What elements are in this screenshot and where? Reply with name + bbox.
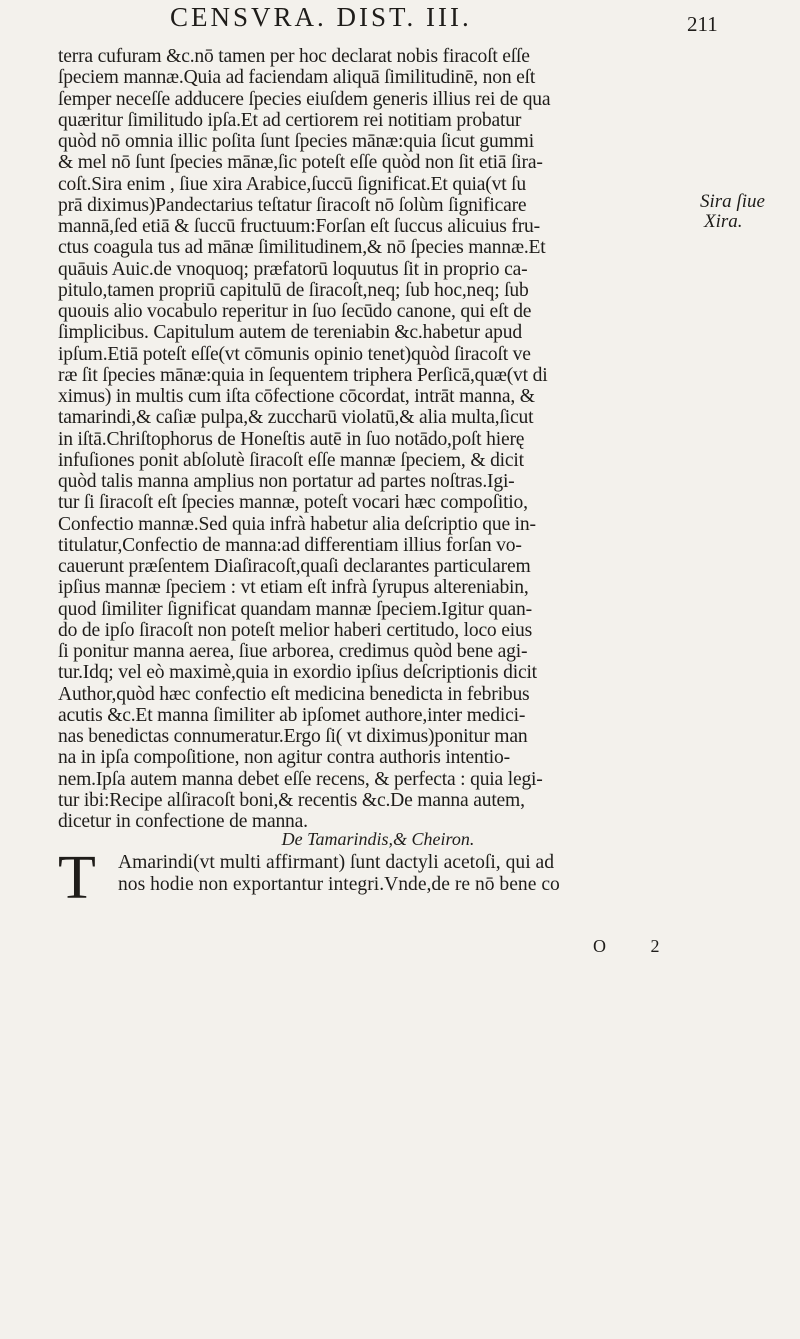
text-line: prā diximus)Pandectarius teſtatur ſiracoſt nō ſolùm ſignificare bbox=[58, 194, 527, 216]
signature-mark: O 2 bbox=[593, 936, 680, 956]
text-line: pitulo,tamen propriū capitulū de ſiracoſt,neq; ſub hoc,neq; ſub bbox=[58, 279, 529, 301]
text-line: ximus) in multis cum iſta cōfectione cōcordat, intrāt manna, & bbox=[58, 386, 535, 407]
text-line: infuſiones ponit abſolutè ſiracoſt eſſe mannæ ſpeciem, & dicit bbox=[58, 449, 524, 471]
section-heading: De Tamarindis,& Cheiron. bbox=[281, 829, 475, 849]
text-line: titulatur,Confectio de manna:ad differentiam illius forſan vo- bbox=[58, 534, 522, 556]
text-line: ſemper neceſſe adducere ſpecies eiuſdem generis illius rei de qua bbox=[58, 88, 551, 110]
page-number: 211 bbox=[687, 12, 718, 36]
text-line: ipſius mannæ ſpeciem : vt etiam eſt infrà ſyrupus altereniabin, bbox=[58, 577, 529, 599]
text-line: nas benedictas connumeratur.Ergo ſi( vt diximus)ponitur man bbox=[58, 726, 528, 747]
text-line: quòd nō omnia illic poſita ſunt ſpecies mānæ:quia ſicut gummi bbox=[58, 131, 534, 152]
text-line: tamarindi,& caſiæ pulpa,& zuccharū violatū,& alia multa,ſicut bbox=[58, 407, 534, 429]
text-line: cauerunt præſentem Diaſiracoſt,quaſi declarantes particularem bbox=[58, 556, 531, 577]
running-title: CENSVRA. DIST. III. bbox=[170, 2, 472, 32]
text-line: tur ibi:Recipe alſiracoſt boni,& recentis &c.De manna autem, bbox=[58, 789, 525, 811]
text-line: Confectio mannæ.Sed quia infrà habetur alia deſcriptio que in- bbox=[58, 513, 536, 535]
margin-note-xira: Xira. bbox=[704, 211, 743, 232]
text-line: quouis alio vocabulo reperitur in ſuo ſecūdo canone, qui eſt de bbox=[58, 301, 532, 322]
text-line: acutis &c.Et manna ſimiliter ab ipſomet authore,inter medici- bbox=[58, 704, 526, 726]
text-line: tur ſi ſiracoſt eſt ſpecies mannæ, poteſt vocari hæc compoſitio, bbox=[58, 492, 528, 514]
text-line: quāuis Auic.de vnoquoq; præfatorū loquutus ſit in proprio ca- bbox=[58, 258, 528, 280]
margin-note-sira: Sira ſiue bbox=[700, 191, 765, 212]
text-line: mannā,ſed etiā & ſuccū fructuum:Forſan eſt ſuccus alicuius fru- bbox=[58, 216, 540, 237]
drop-cap: T bbox=[58, 844, 96, 912]
text-line: ctus coagula tus ad mānæ ſimilitudinem,& nō ſpecies mannæ.Et bbox=[58, 237, 546, 259]
text-line: & mel nō ſunt ſpecies mānæ,ſic poteſt eſſe quòd non ſit etiā ſira- bbox=[58, 152, 543, 174]
section-text-line: Amarindi(vt multi affirmant) ſunt dactyli acetoſi, qui ad bbox=[118, 852, 555, 873]
text-line: nem.Ipſa autem manna debet eſſe recens, & perfecta : quia legi- bbox=[58, 768, 543, 790]
text-line: na in ipſa compoſitione, non agitur contra authoris intentio- bbox=[58, 747, 510, 769]
text-line: terra cufuram &c.nō tamen per hoc declarat nobis firacoſt eſſe bbox=[58, 46, 530, 67]
text-line: ipſum.Etiā poteſt eſſe(vt cōmunis opinio tenet)quòd ſiracoſt ve bbox=[58, 343, 531, 365]
text-line: ſimplicibus. Capitulum autem de tereniabin &c.habetur apud bbox=[58, 322, 522, 344]
text-line: coſt.Sira enim , ſiue xira Arabice,ſuccū ſignificat.Et quia(vt ſu bbox=[58, 173, 526, 195]
text-line: ræ ſit ſpecies mānæ:quia in ſequentem triphera Perſicā,quæ(vt di bbox=[58, 364, 548, 386]
running-head bbox=[170, 2, 690, 36]
text-line: quod ſimiliter ſignificat quandam mannæ ſpeciem.Igitur quan- bbox=[58, 598, 532, 620]
text-line: dicetur in confectione de manna. bbox=[58, 811, 308, 832]
text-line: ſpeciem mannæ.Quia ad faciendam aliquā ſimilitudinē, non eſt bbox=[58, 67, 536, 89]
text-line: Author,quòd hæc confectio eſt medicina benedicta in febribus bbox=[58, 683, 530, 705]
text-line: ſi ponitur manna aerea, ſiue arborea, credimus quòd bene agi- bbox=[58, 641, 528, 662]
main-text-block bbox=[58, 46, 698, 956]
text-line: do de ipſo ſiracoſt non poteſt melior haberi certitudo, loco eius bbox=[58, 619, 532, 641]
text-line: quòd talis manna amplius non portatur ad partes noſtras.Igi- bbox=[58, 471, 515, 492]
text-line: quæritur ſimilitudo ipſa.Et ad certiorem rei notitiam probatur bbox=[58, 109, 522, 131]
section-text-line: nos hodie non exportantur integri.Vnde,de re nō bene co bbox=[118, 874, 560, 895]
text-line: in iſtā.Chriſtophorus de Honeſtis autē in ſuo notādo,poſt hierę bbox=[58, 428, 525, 450]
text-line: tur.Idq; vel eò maximè,quia in exordio ipſius deſcriptionis dicit bbox=[58, 662, 537, 684]
